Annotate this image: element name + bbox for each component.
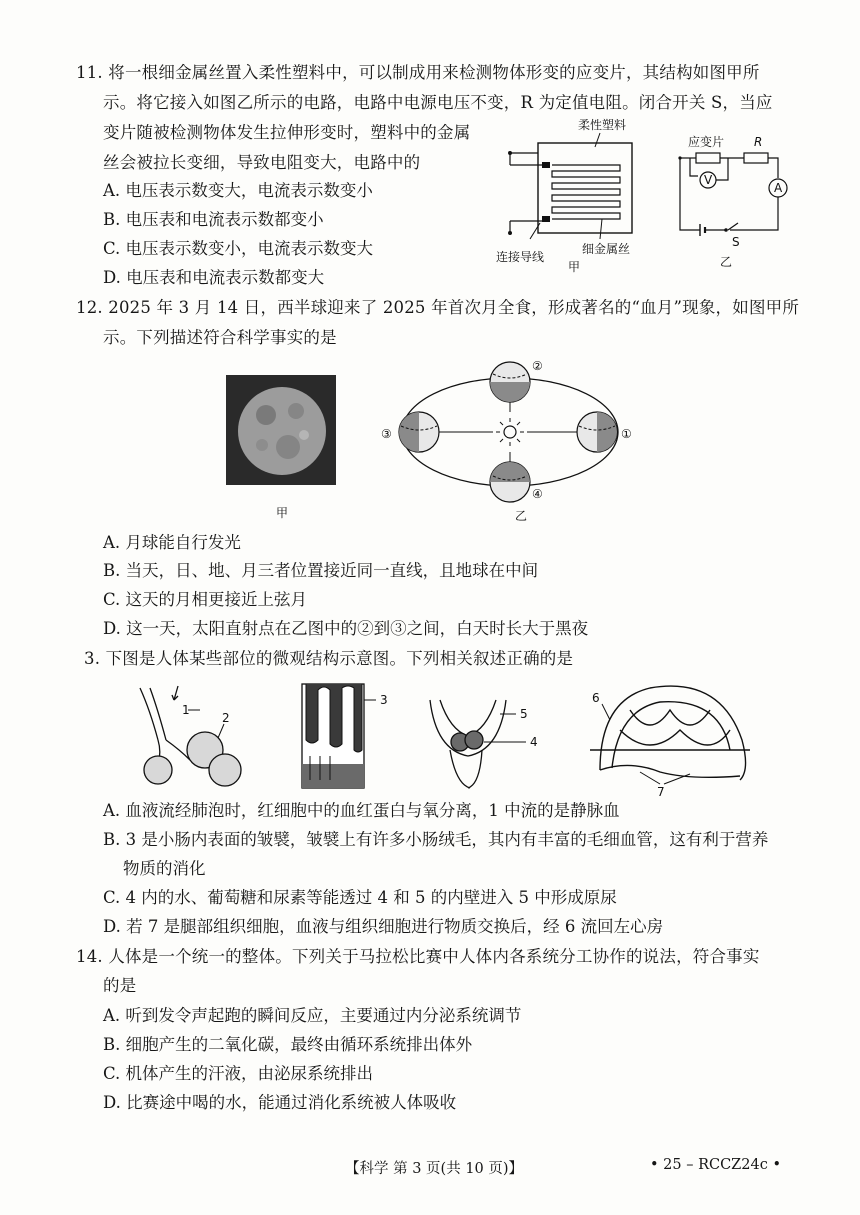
label-thin-wire: 细金属丝 bbox=[582, 242, 631, 256]
q13-option-b: B. 3 是小肠内表面的皱襞，皱襞上有许多小肠绒毛，其内有丰富的毛细血管，这有利于营养 bbox=[103, 830, 769, 849]
q12-option-a: A. 月球能自行发光 bbox=[103, 533, 241, 552]
q11-option-a: A. 电压表示数变大，电流表示数变小 bbox=[103, 181, 373, 200]
q12-option-c: C. 这天的月相更接近上弦月 bbox=[103, 590, 308, 609]
ammeter-icon: A bbox=[774, 181, 783, 195]
label-position-1: ① bbox=[621, 427, 632, 441]
capillary-network-drawing bbox=[590, 686, 750, 780]
circuit-figure bbox=[670, 132, 790, 272]
nephron-drawing bbox=[430, 700, 506, 788]
q12-option-b: B. 当天，日、地、月三者位置接近同一直线，且地球在中间 bbox=[103, 561, 539, 580]
label-switch: S bbox=[732, 235, 740, 249]
label-position-4: ④ bbox=[532, 487, 543, 501]
q12-line-2: 示。下列描述符合科学事实的是 bbox=[103, 328, 337, 347]
q13-option-a: A. 血液流经肺泡时，红细胞中的血红蛋白与氧分离，1 中流的是静脉血 bbox=[103, 801, 620, 820]
q11-option-d: D. 电压表和电流表示数都变大 bbox=[103, 268, 325, 287]
q11-line-2: 示。将它接入如图乙所示的电路，电路中电源电压不变，R 为定值电阻。闭合开关 S，当应 bbox=[103, 93, 773, 112]
caption-orbit-yi: 乙 bbox=[515, 509, 528, 523]
label-lead-wire: 连接导线 bbox=[496, 250, 545, 264]
label-r: R bbox=[754, 135, 763, 149]
label-6: 6 bbox=[592, 691, 600, 705]
caption-yi: 乙 bbox=[720, 255, 733, 269]
voltmeter-icon: V bbox=[704, 173, 713, 187]
label-1: 1 bbox=[182, 703, 190, 717]
q11-line-1: 11. 将一根细金属丝置入柔性塑料中，可以制成用来检测物体形变的应变片，其结构如图甲所 bbox=[76, 63, 760, 82]
sun-icon bbox=[504, 426, 516, 438]
label-5: 5 bbox=[520, 707, 528, 721]
label-4: 4 bbox=[530, 735, 538, 749]
q13-option-c: C. 4 内的水、葡萄糖和尿素等能透过 4 和 5 的内壁进入 5 中形成原尿 bbox=[103, 888, 617, 907]
q12-option-d: D. 这一天，太阳直射点在乙图中的②到③之间，白天时长大于黑夜 bbox=[103, 619, 589, 638]
q12-line-1: 12. 2025 年 3 月 14 日，西半球迎来了 2025 年首次月全食，形成著名的“血月”现象，如图甲所 bbox=[76, 298, 800, 317]
caption-photo-jia: 甲 bbox=[275, 506, 289, 520]
q13-option-b-cont: 物质的消化 bbox=[123, 859, 206, 878]
earth-position-1 bbox=[577, 412, 617, 452]
label-7: 7 bbox=[657, 785, 665, 798]
small-intestine-drawing bbox=[302, 684, 364, 788]
q11-line-4: 丝会被拉长变细，导致电阻变大，电路中的 bbox=[103, 153, 421, 172]
earth-position-2 bbox=[490, 362, 530, 402]
label-position-2: ② bbox=[532, 359, 543, 373]
page-footer-code: • 25 – RCCZ24c • bbox=[650, 1157, 781, 1173]
blood-moon-photo bbox=[226, 375, 336, 525]
microstructure-figure bbox=[130, 680, 790, 798]
label-flexible-plastic: 柔性塑料 bbox=[578, 118, 627, 132]
q11-line-3: 变片随被检测物体发生拉伸形变时，塑料中的金属 bbox=[103, 123, 471, 142]
q14-line-1: 14. 人体是一个统一的整体。下列关于马拉松比赛中人体内各系统分工协作的说法，符合事实 bbox=[76, 947, 760, 966]
label-2: 2 bbox=[222, 711, 230, 725]
q14-option-b: B. 细胞产生的二氧化碳，最终由循环系统排出体外 bbox=[103, 1035, 473, 1054]
caption-jia: 甲 bbox=[568, 260, 581, 274]
q14-option-c: C. 机体产生的汗液，由泌尿系统排出 bbox=[103, 1064, 374, 1083]
earth-position-4 bbox=[490, 462, 530, 502]
q11-option-c: C. 电压表示数变小，电流表示数变大 bbox=[103, 239, 374, 258]
alveoli-drawing bbox=[140, 686, 241, 786]
page-footer-center: 【科学 第 3 页(共 10 页)】 bbox=[345, 1161, 524, 1177]
label-gauge: 应变片 bbox=[688, 135, 725, 149]
strain-gauge-figure bbox=[490, 115, 660, 275]
q14-option-a: A. 听到发令声起跑的瞬间反应，主要通过内分泌系统调节 bbox=[103, 1006, 522, 1025]
earth-orbit-diagram bbox=[375, 352, 655, 524]
q14-line-2: 的是 bbox=[103, 976, 137, 995]
label-position-3: ③ bbox=[381, 427, 392, 441]
label-3: 3 bbox=[380, 693, 388, 707]
q11-option-b: B. 电压表和电流表示数都变小 bbox=[103, 210, 324, 229]
q14-option-d: D. 比赛途中喝的水，能通过消化系统被人体吸收 bbox=[103, 1093, 457, 1112]
q13-option-d: D. 若 7 是腿部组织细胞，血液与组织细胞进行物质交换后，经 6 流回左心房 bbox=[103, 917, 664, 936]
earth-position-3 bbox=[399, 412, 439, 452]
q13-line-1: 3. 下图是人体某些部位的微观结构示意图。下列相关叙述正确的是 bbox=[84, 649, 574, 668]
